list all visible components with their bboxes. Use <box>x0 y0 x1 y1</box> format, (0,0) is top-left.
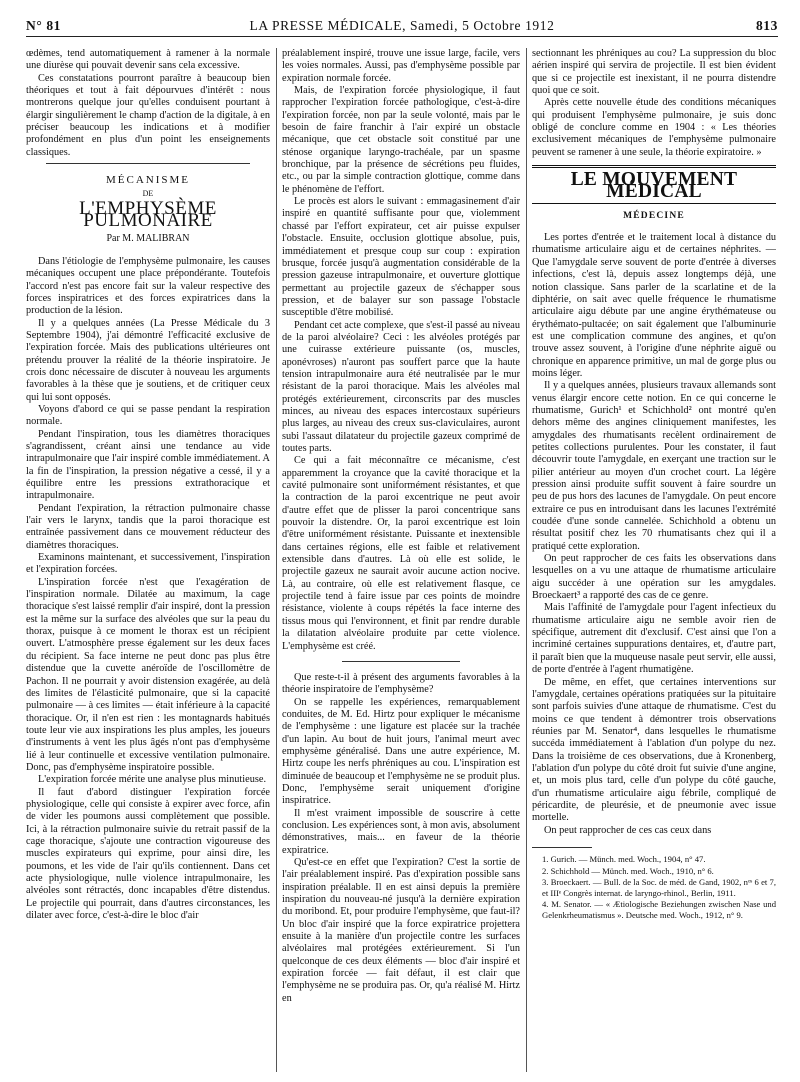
page-header <box>26 16 778 37</box>
paragraph: Pendant l'inspiration, tous les diamètres thoraciques s'agrandissent, créant ainsi une tendance au vide intrapulmonaire que l'air inspiré comble immédiatement. A la fin de l'inspiration, la pression négative a cessé, il y a équilibre entre les pressions extrathoracique et intrapulmonaire. <box>26 428 270 502</box>
footnote: 1. Gurich. — Münch. med. Woch., 1904, n° 47. <box>542 853 706 864</box>
paragraph: L'inspiration forcée n'est que l'exagération de l'inspiration normale. Dilatée au maximum, la cage thoracique s'est laissé remplir d'air inspiré, dont la pression est la même sur la surface des alvéoles que sur la peau du thorax, puisque à ce moment le thorax est un récipient ouvert. L'atmosphère presse également sur les deux faces du récipient. Sa face interne ne peut donc pas plus être distendue que la cuvette anéroïde de l'oscillomètre de Pachon. Il ne pourrait y avoir distension exagérée, au delà des limites de l'élasticité pulmonaire, que si la capacité pulmonaire — à ces limites — était inférieure à la capacité thoracique. Or, il n'en est rien : les montagnards habitués toute leur vie aux inspirations les plus amples, les joueurs d'instruments à vent les plus âgés n'ont pas d'emphysème lié à leur continuelle et excessive ventilation pulmonaire. Donc, pas d'emphysème inspiratoire possible. <box>26 576 270 773</box>
column-3 <box>532 48 776 1072</box>
paragraph: Examinons maintenant, et successivement, l'inspiration et l'expiration forcées. <box>26 552 270 576</box>
paragraph: Pendant l'expiration, la rétraction pulmonaire chasse l'air vers le larynx, tandis que la paroi thoracique est entraînée passivement dans ce mouvement réducteur des diamètres thoraciques. <box>26 502 270 551</box>
paragraph: L'expiration forcée mérite une analyse plus minutieuse. <box>38 774 267 786</box>
footnote: 2. Schichhold — Münch. med. Woch., 1910, n° 6. <box>542 865 714 876</box>
paragraph: On peut rapprocher de ces faits les observations dans lesquelles on a vu une attaque de rhumatisme articulaire aigu succéder à une opération sur les amygdales. Broeckaert³ a rapporté des cas de ce genre. <box>532 553 776 602</box>
paragraph: préalablement inspiré, trouve une issue large, facile, vers les voies normales. Aussi, pas d'emphysème possible par expiration normale forcée. <box>282 48 520 84</box>
separator <box>46 163 250 164</box>
paragraph: On se rappelle les expériences, remarquablement conduites, de M. Ed. Hirtz pour expliquer le mécanisme de l'emphysème : une ligature est placée sur la trachée d'un lapin. Au bout de huit jours, l'animal meurt avec emphysème généralisé. Dans une autre expérience, M. Hirtz coupe les nerfs phréniques au cou. L'inspiration est diminuée de beaucoup et l'emphysème ne se produit plus. Donc, l'emphysème serait uniquement d'origine inspiratrice. <box>282 696 520 807</box>
paragraph: Il y a quelques années, plusieurs travaux allemands sont venus élargir encore cette notion. En ce qui concerne le rhumatisme, Gurich¹ et Schichhold² ont montré qu'en dehors même des angines cliniquement manifestes, les amygdales des rhumatisants recèlent ordinairement de petites collections purulentes. Pour les constater, il faut découvrir toute l'amygdale, en exerçant une traction sur le pilier antérieur au moyen d'un crochet court. La légère pression ainsi produite suffit souvent à faire sourdre un peu de pus hors des lacunes de l'amygdale. On peut encore extraire ce pus en introduisant dans les lacunes l'extrémité coudée d'une sonde cannelée. Schichhold a obtenu un résultat positif chez les 70 rhumatisants chez qui il a pratiqué cette exploration. <box>532 380 776 552</box>
paragraph: Après cette nouvelle étude des conditions mécaniques qui produisent l'emphysème pulmonaire, je suis donc obligé de conclure comme en 1904 : « Les théories exclusivement mécaniques de l'emphysème pulmonaire peuvent se ramener à une seule, la théorie expiratoire. » <box>532 97 776 158</box>
paragraph: Que reste-t-il à présent des arguments favorables à la théorie inspiratoire de l'emphysème? <box>282 671 520 696</box>
article-de: DE <box>142 189 154 199</box>
footnote: 3. Broeckaert. — Bull. de la Soc. de méd. de Gand, 1902, nᵒˢ 6 et 7, et IIIᵉ Congrès internat. de laryngo-rhinol., Berlin, 1911. <box>542 877 776 898</box>
running-title: LA PRESSE MÉDICALE, Samedi, 5 Octobre 1912 <box>249 18 555 33</box>
paragraph: Il y a quelques années (La Presse Médicale du 3 Septembre 1904), j'ai démontré l'efficacité exclusive de l'expiration forcée. Mais des publications ultérieures ont prétendu prouver la réalité de la théorie inspiratoire. Je crois donc nécessaire de discuter à nouveau les arguments favorables à la thèse que je soutiens, et de critiquer ceux qui lui sont opposés. <box>26 317 270 403</box>
separator <box>342 661 460 662</box>
column-divider <box>526 48 527 1072</box>
paragraph: Dans l'étiologie de l'emphysème pulmonaire, les causes mécaniques occupent une place prépondérante. Toutefois l'accord n'est pas encore fait sur la valeur respective des forces inspiratrices et des forces expiratrices dans la production de la lésion. <box>26 255 270 317</box>
paragraph: Ce qui a fait méconnaître ce mécanisme, c'est apparemment la croyance que la cavité thoracique et la cavité pulmonaire sont uniformément résistantes, et que la contraction de la paroi excentrique ne peut avoir d'autre effet que de plisser la paroi concentrique sans pouvoir la distendre. Or, la paroi excentrique est loin d'être uniformément résistante. Puissante et inextensible dans certaines régions, elle est faible et relativement extensible dans d'autres. Là où elle est solide, le projectile gazeux ne saurait avoir aucune action nocive. Là, au contraire, où elle est relativement flasque, ce projectile tend à faire issue par ces points de moindre résistance, violente à coups répétés la face interne des tissus mous qui l'environnent, et finit par rendre durable la dilatation alvéolaire produite par cette violence. L'emphysème est créé. <box>282 455 520 652</box>
paragraph: Pendant cet acte complexe, que s'est-il passé au niveau de la paroi alvéolaire? Ceci : les alvéoles protégés par une cuirasse extérieure puissante (os, muscles, aponévroses) n'auront pas souffert parce que la haute tension intrapulmonaire aura été neutralisée par le mur résistant de la paroi thoracique. Mais les alvéoles mal protégés extérieurement, circonscrits par des muscles minces, au niveau des espaces intercostaux supérieurs plus larges, au niveau des creux sus-claviculaires, auront subi l'assaut dilatateur du projectile gazeux comprimé de toutes parts. <box>282 319 520 454</box>
page-number: 813 <box>755 18 778 33</box>
subsection-title: MÉDECINE <box>623 210 685 221</box>
column-1 <box>26 48 270 1072</box>
paragraph: Ces constatations pourront paraître à beaucoup bien théoriques et tout à fait dépourvues d'intérêt : nous montrerons quelque jour qu'elles conduisent pourtant à élargir singulièrement le champ d'action de la digitale, à en préciser beaucoup les indications et à modifier profondément en plus d'un point les enseignements classiques. <box>26 72 270 158</box>
paragraph: œdèmes, tend automatiquement à ramener à la normale une diurèse qui pouvait devenir sans cela excessive. <box>26 48 270 72</box>
paragraph: Qu'est-ce en effet que l'expiration? C'est la sortie de l'air préalablement inspiré. Pas d'expiration possible sans inspiration préalable. Il en est ainsi depuis la première inspiration du nouveau-né jusqu'à la dernière expiration du moribond. Et, pour produire l'emphysème, que faut-il? Un bloc d'air inspiré que la force expiratrice projettera ensuite à la manière d'un projectile contre les surfaces alvéolaires mal protégées extérieurement. Si l'un quelconque de ces deux éléments — bloc d'air inspiré et expiration forcée — fait défaut, il est clair que l'emphysème ne se produira pas. Or, qu'a réalisé M. Hirtz en <box>282 857 520 1004</box>
article-title: L'EMPHYSÈME PULMONAIRE <box>79 197 217 232</box>
paragraph: Mais, de l'expiration forcée physiologique, il faut rapprocher l'expiration forcée pathologique, c'est-à-dire l'expiration forcée, non par la seule volonté, mais par le besoin de faire franchir à l'air expiré un obstacle mécanique, que cet obstacle soit constitué par une sténose organique laryngo-trachéale, par un spasme bronchique, par la présence de sécrétions peu fluides, etc., ou par la simple contraction glottique, comme dans le phénomène de l'effort. <box>282 85 520 195</box>
paragraph: Il m'est vraiment impossible de souscrire à cette conclusion. Les expériences sont, à mon avis, absolument démonstratives, mais... en faveur de la théorie expiratrice. <box>282 807 520 856</box>
paragraph: Les portes d'entrée et le traitement local à distance du rhumatisme articulaire aigu et de certaines néphrites. — Que l'amygdale serve souvent de porte d'entrée à diverses infections, c'est là, depuis assez longtemps déjà, une notion classique. Sans parler de la scarlatine et de la diphtérie, on sait avec quelle fréquence le rhumatisme articulaire aigu débute par une angine érythémateuse ou érythémato-pultacée; on sait également que l'albuminurie est une complication commune des angines, et qu'on trouve assez souvent, à l'origine d'une néphrite aiguë ou chronique en apparence primitive, un mal de gorge plus ou moins léger. <box>532 232 776 379</box>
paragraph: Voyons d'abord ce qui se passe pendant la respiration normale. <box>26 403 270 428</box>
article-kicker: MÉCANISME <box>105 174 190 187</box>
column-divider <box>276 48 277 1072</box>
footnote-rule <box>532 847 592 848</box>
paragraph: Il faut d'abord distinguer l'expiration forcée physiologique, celle qui consiste à expirer avec force, afin de vider les poumons aussi complètement que possible. Ici, à la rétraction pulmonaire suivie du retrait passif de la cage thoracique, s'ajoute une contraction vigoureuse des muscles expirateurs qui exprime, pour ainsi dire, les poumons, et les vide de l'air qu'ils contiennent. Dans cet acte physiologique, nulle violence intrapulmonaire, les alvéoles sont rétractés, donc incapables d'être distendus. Le projectile qui pourrait, dans d'autres circonstances, les dilater avec force, c'est-à-dire le bloc d'air <box>26 786 270 922</box>
paragraph: On peut rapprocher de ces cas ceux dans <box>544 824 712 836</box>
section-title: LE MOUVEMENT MÉDICAL <box>532 165 776 204</box>
paragraph: Le procès est alors le suivant : emmagasinement d'air inspiré en quantité suffisante pour que, violemment chassé par l'effort expirateur, cet air puisse expulser l'obstacle. Ensuite, occlusion glottique absolue, puis, immédiatement et presque coup sur coup : expiration brusque, forcée jusqu'à augmentation considérable de la pression gazeuse intrapulmonaire, et ouverture glottique permettant au projectile gazeux de s'échapper sous pression, et de balayer sur son passage l'obstacle susceptible d'être mobilisé. <box>282 196 520 319</box>
issue-number: N° 81 <box>26 18 62 33</box>
paragraph: De même, en effet, que certaines interventions sur l'amygdale, certaines opérations pratiquées sur la pituitaire sont parfois suivies d'une attaque de rhumatisme. C'est du moins ce que tendent à démontrer trois observations réunies par M. Senator⁴, dans lesquelles le rhumatisme succéda immédiatement à l'ablation d'un polype du nez. Dans la troisième de ces observations, due à Kronenberg, l'ablation d'un polype du côté droit fut suivie d'une angine, et, un mois plus tard, celle d'un polype du côté gauche, d'un rhumatisme articulaire aigu fébrile, compliqué de péricardite, de pleurésie, et de pneumonie avec issue mortelle. <box>532 676 776 824</box>
column-2 <box>282 48 520 1072</box>
article-author: Par M. MALIBRAN <box>106 233 190 245</box>
paragraph: Mais l'affinité de l'amygdale pour l'agent infectieux du rhumatisme articulaire aigu ne semble avoir rien de spécifique, autrement dit d'exclusif. C'est ainsi que l'on a incriminé certaines suppurations dentaires, et, d'autre part, il paraît bien que la muqueuse nasale peut servir, elle aussi, de porte d'entrée à l'agent rhumatigène. <box>532 602 776 676</box>
footnote: 4. M. Senator. — « Ætiologische Beziehungen zwischen Nase und Gelenkrheumatismus ». Deutsche med. Woch., 1912, n° 9. <box>542 899 776 920</box>
paragraph: sectionnant les phréniques au cou? La suppression du bloc aérien inspiré qui servira de projectile. Il est bien évident que si ce projectile est inexistant, il ne pourra distendre quoi que ce soit. <box>532 48 776 97</box>
